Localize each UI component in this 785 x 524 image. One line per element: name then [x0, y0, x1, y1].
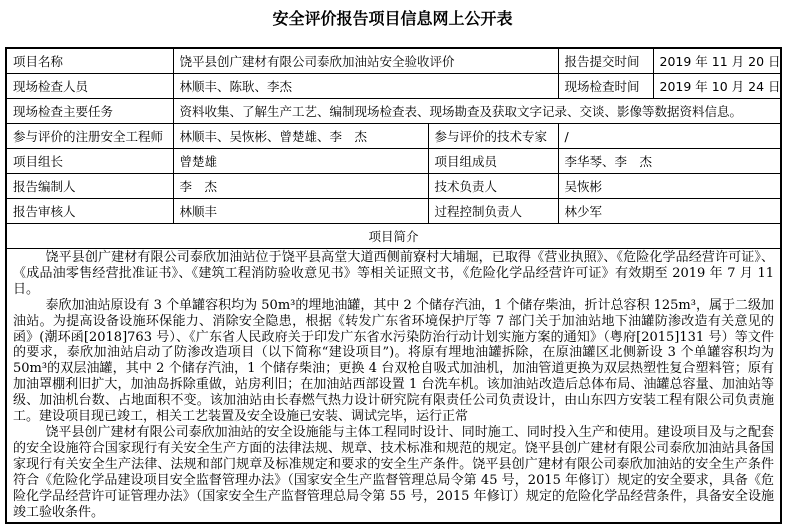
- engineers-label: 参与评价的注册安全工程师: [6, 124, 173, 149]
- table-row: [6, 99, 781, 124]
- table-row: [6, 249, 781, 524]
- table-row: [6, 74, 781, 99]
- intro-paragraph: 饶平县创广建材有限公司泰欣加油站位于饶平县高堂大道西侧前寮村大埔堀，已取得《营业执照》、《危险化学品经营许可证》、《成品油零售经营批准证书》、《建筑工程消防验收意见书》等相关证照文书，《危险化学品经营许可证》有效期至 2019 年 7 月 11 日。: [13, 250, 775, 297]
- project-name-value: 饶平县创广建材有限公司泰欣加油站安全验收评价: [173, 48, 558, 74]
- table-row: [6, 124, 781, 149]
- submit-time-label: 报告提交时间: [558, 48, 653, 74]
- inspect-time-value: 2019 年 10 月 24 日: [653, 74, 781, 99]
- leader-value: 曾楚雄: [173, 149, 428, 174]
- experts-label: 参与评价的技术专家: [428, 124, 558, 149]
- tech-lead-value: 吴恢彬: [558, 174, 781, 199]
- tasks-label: 现场检查主要任务: [6, 99, 173, 124]
- process-lead-value: 林少军: [558, 199, 781, 224]
- inspect-time-label: 现场检查时间: [558, 74, 653, 99]
- table-row: [6, 199, 781, 224]
- table-row: [6, 224, 781, 249]
- engineers-value: 林顺丰、吴恢彬、曾楚雄、李 杰: [173, 124, 428, 149]
- project-name-label: 项目名称: [6, 48, 173, 74]
- author-value: 李 杰: [173, 174, 428, 199]
- table-row: [6, 48, 781, 74]
- intro-paragraph: 饶平县创广建材有限公司泰欣加油站的安全设施能与主体工程同时设计、同时施工、同时投入生产和使用。建设项目及与之配套的安全设施符合国家现行有关安全生产方面的法律法规、规章、技术标准和规范的规定。饶平县创广建材有限公司泰欣加油站具备国家现行有关安全生产法律、法规和部门规章及标准规定和要求的安全生产条件。饶平县创广建材有限公司泰欣加油站的安全生产条件符合《危险化学品建设项目安全监督管理办法》（国家安全生产监督管理总局令第 45 号，2015 年修订）规定的安全要求，具备《危险化学品经营许可证管理办法》（国家安全生产监督管理总局令第 55 号，2015 年修订）规定的危险化学品经营条件，具备安全设施竣工验收条件。: [13, 424, 775, 520]
- members-label: 项目组成员: [428, 149, 558, 174]
- inspectors-value: 林顺丰、陈耿、李杰: [173, 74, 558, 99]
- tasks-value: 资料收集、了解生产工艺、编制现场检查表、现场勘查及获取文字记录、交谈、影像等数据资料信息。: [173, 99, 781, 124]
- page-title: 安全评价报告项目信息网上公开表: [272, 9, 513, 28]
- reviewer-label: 报告审核人: [6, 199, 173, 224]
- project-info-table: [5, 47, 782, 524]
- table-row: [6, 149, 781, 174]
- intro-body: [6, 249, 781, 524]
- intro-paragraph: 泰欣加油站原设有 3 个单罐容积均为 50m³的埋地油罐，其中 2 个储存汽油，1 个储存柴油，折计总容积 125m³，属于二级加油站。为提高设备设施环保能力、消除安全隐患，根据《转发广东省环境保护厅等 7 部门关于加油站地下油罐防渗改造有关意见的函》(潮环函[2018]763 号）、《广东省人民政府关于印发广东省水污染防治行动计划实施方案的通知》（粤府[2015]131 号）等文件的要求，泰欣加油站启动了防渗改造项目（以下简称“建设项目”)。将原有埋地油罐拆除，在原油罐区北侧新设 3 个单罐容积均为 50m³的双层油罐，其中 2 个储存汽油，1 个储存柴油；更换 4 台双枪自吸式加油机，加油管道更换为双层热塑性复合塑料管；原有加油罩棚利旧扩大，加油岛拆除重做，站房利旧；在加油站西部设置 1 台洗车机。该加油站改造后总体布局、油罐总容量、加油站等级、加油机台数、占地面积不变。该加油站由长春燃气热力设计研究院有限责任公司负责设计，由山东四方安装工程有限公司负责施工。建设项目现已竣工，相关工艺装置及安全设施已安装、调试完毕，运行正常: [13, 297, 775, 425]
- table-row: [6, 174, 781, 199]
- experts-value: /: [558, 124, 781, 149]
- author-label: 报告编制人: [6, 174, 173, 199]
- reviewer-value: 林顺丰: [173, 199, 428, 224]
- leader-label: 项目组长: [6, 149, 173, 174]
- submit-time-value: 2019 年 11 月 20 日: [653, 48, 781, 74]
- tech-lead-label: 技术负责人: [428, 174, 558, 199]
- inspectors-label: 现场检查人员: [6, 74, 173, 99]
- process-lead-label: 过程控制负责人: [428, 199, 558, 224]
- intro-heading: 项目简介: [6, 224, 781, 249]
- members-value: 李华琴、李 杰: [558, 149, 781, 174]
